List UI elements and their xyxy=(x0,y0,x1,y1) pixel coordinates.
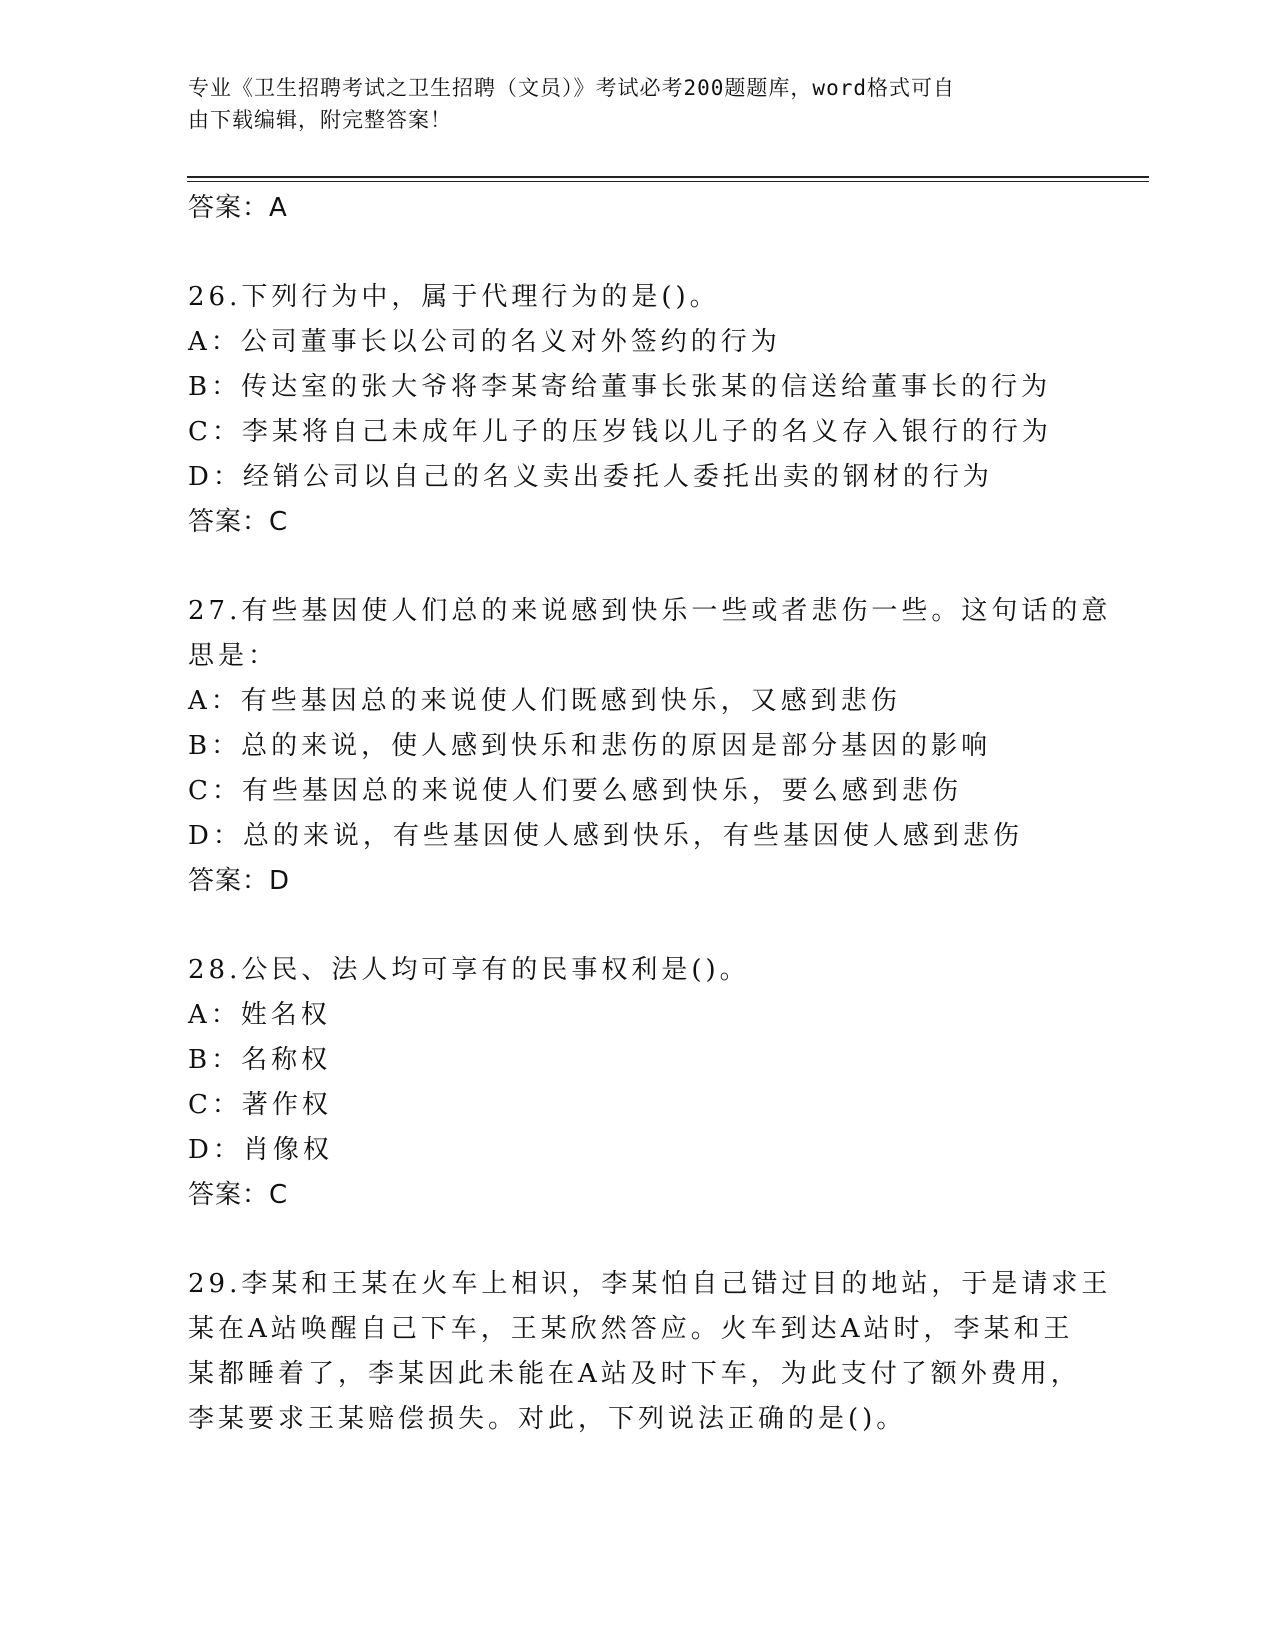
question-stem: 28.公民、法人均可享有的民事权利是()。 xyxy=(188,955,750,985)
question-stem-continued: 某都睡着了，李某因此未能在A站及时下车，为此支付了额外费用， xyxy=(188,1359,1081,1389)
question-stem-continued: 思是： xyxy=(188,641,279,671)
option-b: B：名称权 xyxy=(188,1045,332,1075)
question-stem: 27.有些基因使人们总的来说感到快乐一些或者悲伤一些。这句话的意 xyxy=(188,596,1112,626)
document-body xyxy=(188,186,1148,1442)
answer: 答案：D xyxy=(188,866,291,896)
option-a: A：公司董事长以公司的名义对外签约的行为 xyxy=(188,327,781,357)
spacer xyxy=(188,904,1148,948)
header-rule-thin xyxy=(187,181,1149,182)
option-c: C：著作权 xyxy=(188,1090,332,1120)
header-line-2: 由下载编辑，附完整答案！ xyxy=(188,108,452,132)
question-26 xyxy=(188,275,1148,545)
option-d: D：肖像权 xyxy=(188,1135,333,1165)
question-27 xyxy=(188,589,1148,904)
document-header xyxy=(188,72,1068,136)
option-d: D：总的来说，有些基因使人感到快乐，有些基因使人感到悲伤 xyxy=(188,821,1023,851)
option-b: B：总的来说，使人感到快乐和悲伤的原因是部分基因的影响 xyxy=(188,731,992,761)
question-stem-continued: 李某要求王某赔偿损失。对此，下列说法正确的是()。 xyxy=(188,1404,907,1434)
spacer xyxy=(188,1218,1148,1262)
answer: 答案：C xyxy=(188,1180,289,1210)
question-stem: 26.下列行为中，属于代理行为的是()。 xyxy=(188,282,720,312)
spacer xyxy=(188,231,1148,275)
previous-answer: 答案：A xyxy=(188,193,288,223)
question-stem: 29.李某和王某在火车上相识，李某怕自己错过目的地站，于是请求王 xyxy=(188,1269,1112,1299)
option-a: A：有些基因总的来说使人们既感到快乐，又感到悲伤 xyxy=(188,686,901,716)
option-c: C：有些基因总的来说使人们要么感到快乐，要么感到悲伤 xyxy=(188,776,962,806)
option-b: B：传达室的张大爷将李某寄给董事长张某的信送给董事长的行为 xyxy=(188,372,1052,402)
question-29 xyxy=(188,1262,1148,1442)
spacer xyxy=(188,545,1148,589)
header-line-1: 专业《卫生招聘考试之卫生招聘（文员）》考试必考200题题库，word格式可自 xyxy=(188,76,955,100)
question-stem-continued: 某在A站唤醒自己下车，王某欣然答应。火车到达A站时，李某和王 xyxy=(188,1314,1074,1344)
option-a: A：姓名权 xyxy=(188,1000,331,1030)
header-rule-thick xyxy=(187,176,1149,178)
question-28 xyxy=(188,948,1148,1218)
answer: 答案：C xyxy=(188,507,289,537)
option-d: D：经销公司以自己的名义卖出委托人委托出卖的钢材的行为 xyxy=(188,462,993,492)
option-c: C：李某将自己未成年儿子的压岁钱以儿子的名义存入银行的行为 xyxy=(188,417,1052,447)
